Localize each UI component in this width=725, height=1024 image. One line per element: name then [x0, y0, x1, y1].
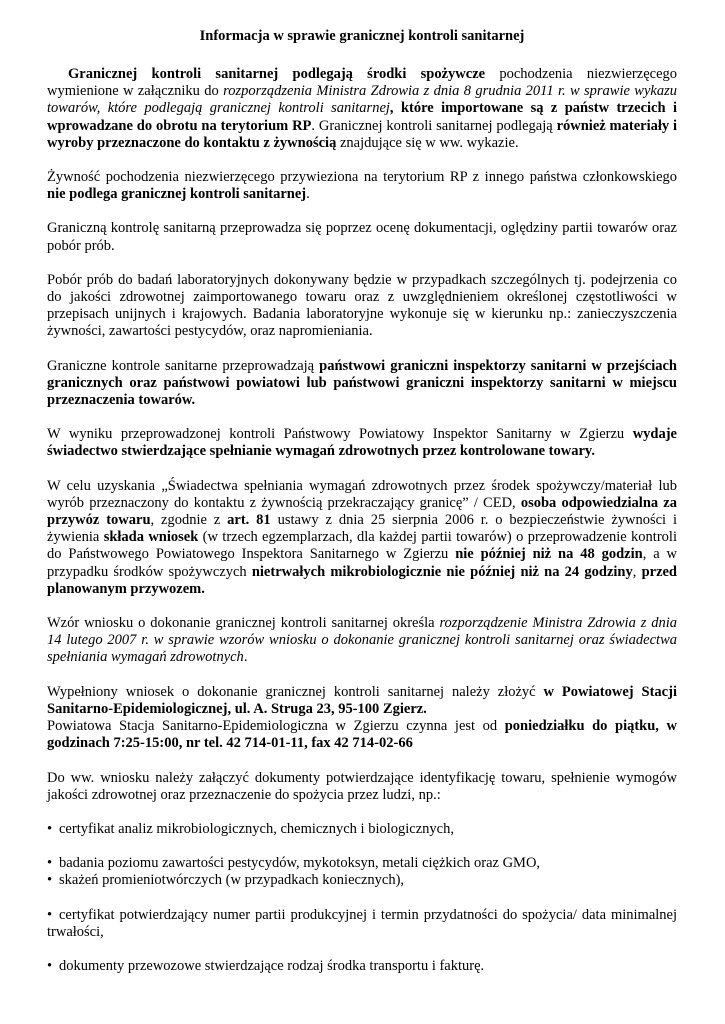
document-title: Informacja w sprawie granicznej kontroli sanitarnej	[199, 28, 525, 44]
attachments-list	[47, 821, 677, 975]
paragraph-submission	[47, 684, 677, 753]
paragraph-control-method: Graniczną kontrolę sanitarną przeprowadza się poprzez ocenę dokumentacji, oględziny partii towarów oraz pobór prób.	[47, 220, 677, 254]
list-item-text: certyfikat potwierdzający numer partii produkcyjnej i termin przydatności do spożycia/ data minimalnej trwałości,	[47, 906, 677, 940]
bold-text: Granicznej kontroli sanitarnej podlegają środki spożywcze	[68, 66, 486, 82]
bold-text: również materiały i wyroby przeznaczone do kontaktu z żywnością	[47, 117, 678, 151]
bullet-icon: •	[47, 906, 53, 923]
body-text: Wzór wniosku o dokonanie granicznej kontroli sanitarnej określa	[47, 615, 440, 632]
body-text: , a w przypadku środków spożywczych	[47, 546, 677, 580]
body-text: .	[306, 186, 310, 203]
bold-text: nie podlega granicznej kontroli sanitarnej	[47, 186, 307, 203]
body-text: znajdujące się w ww. wykazie.	[336, 134, 519, 151]
body-text: .	[243, 649, 248, 666]
paragraph-scope	[47, 66, 677, 152]
bullet-icon: •	[47, 855, 53, 872]
body-text: W wyniku przeprowadzonej kontroli Państwowy Powiatowy Inspektor Sanitarny w Zgierzu	[47, 426, 633, 443]
document-page	[47, 28, 677, 992]
paragraph-sampling: Pobór prób do badań laboratoryjnych dokonywany będzie w przypadkach szczególnych tj. podejrzenia co do jakości zdrowotnej zaimportowanego towaru oraz z uwzględnieniem określonej częstotliwości w przepisach unijnych i krajowych. Badania laboratoryjne wykonuje się w kierunku np.: zanieczyszczenia żywności, zawartości pestycydów, oraz napromieniania.	[47, 271, 677, 340]
body-text: Żywność pochodzenia niezwierzęcego przywieziona na terytorium RP z innego państwa członkowskiego	[47, 169, 677, 186]
bold-text: państwowi graniczni inspektorzy sanitarni w przejściach granicznych oraz państwowi powiatowi lub państwowi graniczni inspektorzy sanitarni w miejscu przeznaczenia towarów.	[47, 357, 677, 409]
bold-text: wydaje świadectwo stwierdzające spełnianie wymagań zdrowotnych przez kontrolowane towary.	[47, 426, 677, 460]
body-text: Wypełniony wniosek o dokonanie granicznej kontroli sanitarnej należy złożyć	[47, 683, 544, 700]
body-text: , zgodnie z	[150, 512, 228, 529]
bold-text: osoba odpowiedzialna za przywóz towaru	[47, 494, 677, 529]
paragraph-attachments: Do ww. wniosku należy załączyć dokumenty potwierdzające identyfikację towaru, spełnienie wymogów jakości zdrowotnej oraz przeznaczenie do spożycia przez ludzi, np.:	[47, 769, 677, 803]
bold-text: art. 81	[227, 512, 271, 529]
list-item-text: dokumenty przewozowe stwierdzające rodzaj środka transportu i fakturę.	[59, 957, 485, 974]
body-text: ustawy z dnia 25 sierpnia 2006 r. o bezpieczeństwie żywności i żywienia	[47, 512, 677, 546]
list-item	[47, 855, 677, 889]
list-item	[47, 958, 677, 975]
list-item-text: skażeń promieniotwórczych (w przypadkach koniecznych),	[59, 872, 405, 889]
list-item	[47, 821, 677, 838]
list-item-text: badania poziomu zawartości pestycydów, mykotoksyn, metali ciężkich oraz GMO,	[59, 855, 541, 872]
paragraph-application	[47, 478, 677, 598]
italic-regulation-title: rozporządzenie Ministra Zdrowia z dnia 14 lutego 2007 r. w sprawie wzorów wniosku o dokonanie granicznej kontroli sanitarnej oraz świadectwa spełniania wymagań zdrowotnych	[47, 615, 677, 666]
bold-text: nie później niż na 48 godzin	[455, 546, 643, 563]
list-item-text: certyfikat analiz mikrobiologicznych, chemicznych i biologicznych,	[59, 820, 454, 837]
list-item	[47, 907, 677, 941]
bold-text: , które importowane są z państw trzecich i wprowadzane do obrotu na terytorium RP	[47, 100, 677, 134]
bold-text: nietrwałych mikrobiologicznie nie później niż na 24 godziny	[251, 563, 633, 580]
bullet-icon: •	[47, 820, 53, 837]
body-text: Graniczne kontrole sanitarne przeprowadzają	[47, 357, 320, 374]
body-text: (w trzech egzemplarzach, dla każdej partii towarów) o przeprowadzenie kontroli do Państwowego Powiatowego Inspektora Sanitarnego w Zgierzu	[47, 529, 677, 563]
bullet-icon: •	[47, 957, 53, 974]
body-text: W celu uzyskania „Świadectwa spełniania wymagań zdrowotnych przez środek spożywczy/materiał lub wyrób przeznaczony do kontaktu z żywnością przekraczający granicę” / CED,	[47, 477, 677, 511]
bullet-icon: •	[47, 872, 53, 889]
bold-text: przed planowanym przywozem.	[47, 563, 677, 597]
body-text: ,	[632, 563, 642, 580]
bold-text: składa wniosek	[103, 529, 199, 546]
paragraph-inspectors	[47, 358, 677, 410]
body-text: Powiatowa Stacja Sanitarno-Epidemiologiczna w Zgierzu czynna jest od	[47, 718, 505, 735]
bold-address: w Powiatowej Stacji Sanitarno-Epidemiologicznej, ul. A. Struga 23, 95-100 Zgierz.	[47, 683, 677, 717]
body-text: pochodzenia niezwierzęcego wymienione w załączniku do	[47, 66, 677, 100]
paragraph-eu-exemption	[47, 169, 677, 203]
bold-hours-contact: poniedziałku do piątku, w godzinach 7:25-15:00, nr tel. 42 714-01-11, fax 42 714-02-66	[47, 718, 677, 752]
paragraph-certificate	[47, 426, 677, 460]
paragraph-form-template	[47, 615, 677, 667]
italic-regulation-title: rozporządzenia Ministra Zdrowia z dnia 8 grudnia 2011 r. w sprawie wykazu towarów, które podlegają granicznej kontroli sanitarnej	[47, 83, 677, 117]
body-text: . Granicznej kontroli sanitarnej podlegają	[311, 117, 557, 134]
